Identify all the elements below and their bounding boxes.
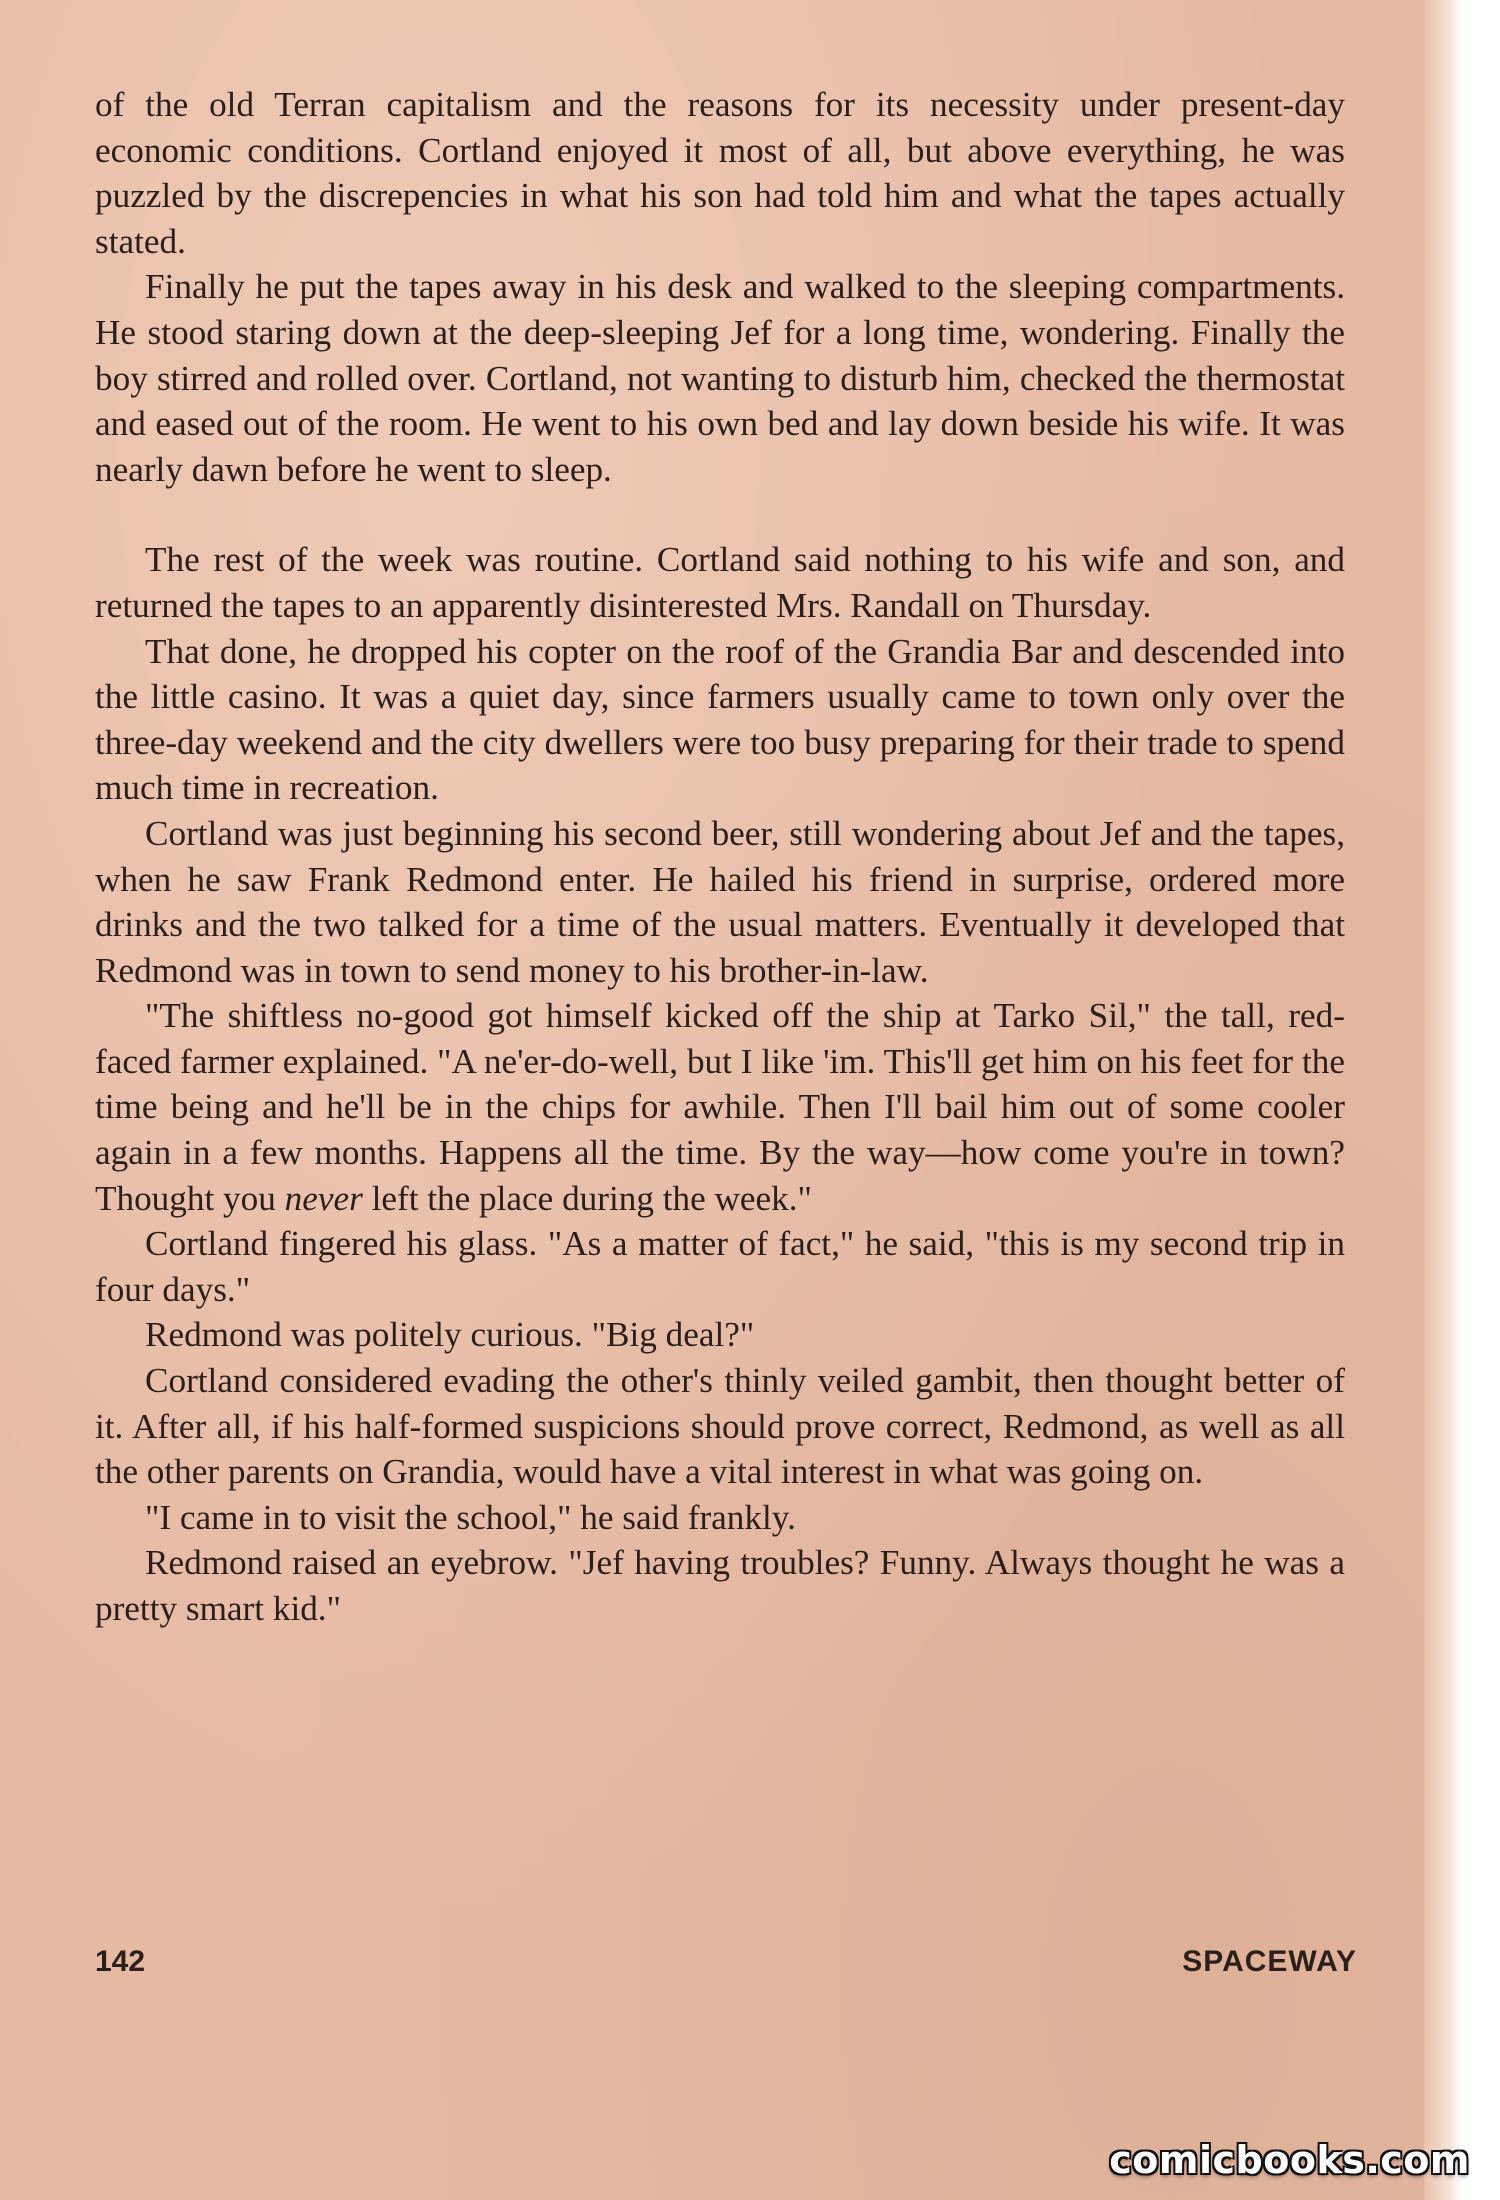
paragraph: Finally he put the tapes away in his desk and walked to the sleeping compartments. He stood staring down at the deep-sleeping Jef for a long time, wondering. Finally the boy stirred and rolled over. Cortland, not wanting to disturb him, checked the thermostat and eased out of the room. He went to his own bed and lay down beside his wife. It was nearly dawn before he went to sleep. — [95, 267, 1345, 489]
body-text — [95, 82, 1345, 1632]
paragraph: of the old Terran capitalism and the reasons for its necessity under present-day economic conditions. Cortland enjoyed it most of all, but above everything, he was puzzled by the discrepencies in what his son had told him and what the tapes actually stated. — [95, 85, 1345, 261]
paragraph-text: left the place during the week." — [362, 1178, 812, 1218]
paragraph: Cortland was just beginning his second beer, still wondering about Jef and the tapes, when he saw Frank Redmond enter. He hailed his friend in surprise, ordered more drinks and the two talked for a time of the usual matters. Eventually it developed that Redmond was in town to send money to his brother-in-law. — [95, 813, 1345, 990]
page-edge — [1424, 0, 1462, 2200]
paragraph: Cortland fingered his glass. "As a matter of fact," he said, "this is my second trip in four days." — [95, 1224, 1345, 1309]
paragraph: The rest of the week was routine. Cortland said nothing to his wife and son, and returned the tapes to an apparently disinterested Mrs. Randall on Thursday. — [95, 540, 1345, 625]
page-number: 142 — [95, 1945, 146, 1978]
emphasized-word: never — [284, 1178, 363, 1218]
page-footer — [95, 1945, 1357, 1985]
paragraph: Cortland considered evading the other's thinly veiled gambit, then thought better of it. After all, if his half-formed suspicions should prove correct, Redmond, as well as all the other parents on Grandia, would have a vital interest in what was going on. — [95, 1361, 1345, 1492]
paragraph: Redmond raised an eyebrow. "Jef having troubles? Funny. Always thought he was a pretty smart kid." — [95, 1543, 1345, 1628]
paragraph: That done, he dropped his copter on the roof of the Grandia Bar and descended into the little casino. It was a quiet day, since farmers usually came to town only over the three-day weekend and the city dwellers were too busy preparing for their trade to spend much time in recreation. — [95, 631, 1345, 808]
running-title: SPACEWAY — [1182, 1945, 1357, 1978]
watermark: comicbooks.com — [1109, 2138, 1470, 2182]
paragraph-text: "The shiftless no-good got himself kicked off the ship at Tarko Sil," the tall, red-faced farmer explained. "A ne'er-do-well, but I like 'im. This'll get him on his feet for the time being and he'll be in the chips for awhile. Then I'll bail him out of some cooler again in a few months. Happens all the time. By the way—how come you're in town? Thought you — [95, 996, 1345, 1218]
paragraph: Redmond was politely curious. "Big deal?" — [145, 1315, 755, 1355]
paragraph — [95, 993, 1345, 1221]
paragraph: "I came in to visit the school," he said frankly. — [145, 1497, 796, 1537]
